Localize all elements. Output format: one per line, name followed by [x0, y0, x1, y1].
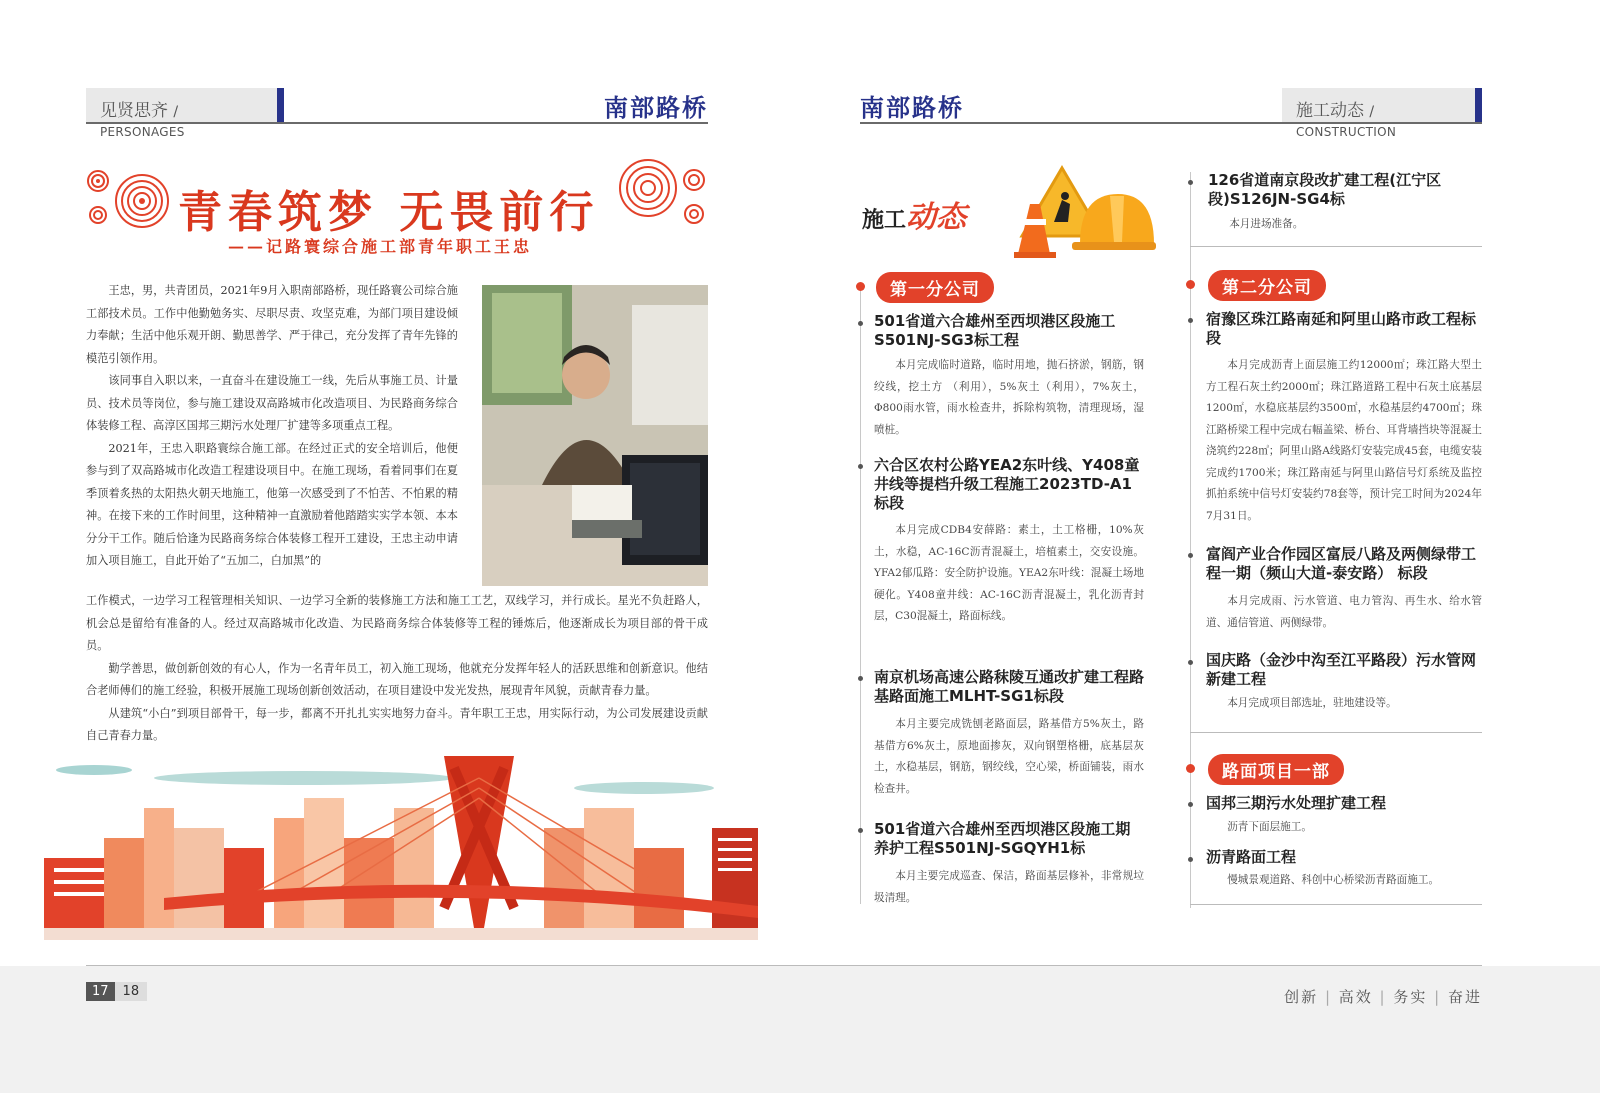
project-desc: 本月完成CDB4安薛路：素土，土工格栅，10%灰土，水稳，AC-16C沥青混凝土，培植素土，交安设施。YFA2郁瓜路：安全防护设施。YEA2东叶线：混凝土场地硬化。Y408童井线：AC-16C沥青混凝土，乳化沥青封层，C30混凝土，路面标线。: [874, 524, 1144, 622]
project-title: 沥青路面工程: [1206, 848, 1297, 866]
portrait-photo: [482, 285, 708, 586]
article-title: 青春筑梦 无畏前行: [178, 187, 600, 238]
decorative-circles-right: [614, 158, 708, 234]
article-body-bottom: [86, 590, 708, 748]
construction-sign-icon: [1010, 164, 1156, 264]
project-desc: 本月主要完成巡查、保洁，路面基层修补，非常规垃圾清理。: [874, 870, 1144, 904]
project-desc: 沥青下面层施工。: [1227, 821, 1312, 833]
bullet: [1188, 180, 1193, 185]
project-title: 六合区农村公路YEA2东叶线、Y408童井线等提档升级工程施工2023TD-A1标段: [874, 456, 1140, 512]
city-bridge-illustration: [44, 748, 758, 940]
bullet: [858, 828, 863, 833]
timeline-dot: [1186, 280, 1195, 289]
page-numbers: [86, 982, 147, 1001]
section-tab-construction: 施工动态 / CONSTRUCTION: [1282, 88, 1482, 123]
project-desc: 本月完成雨、污水管道、电力管沟、再生水、给水管道、通信管道、两侧绿带。: [1206, 595, 1482, 629]
bullet: [858, 676, 863, 681]
construction-banner: [862, 192, 966, 236]
paragraph: 王忠，男，共青团员，2021年9月入职南部路桥，现任路寰公司综合施工部技术员。工作中他勤勉务实、尽职尽责、攻坚克难，为部门项目建设倾力奉献；生活中他乐观开朗、勤思善学、严于律己，充分发挥了青年先锋的模范引领作用。: [86, 284, 458, 365]
section-tab-personages: 见贤思齐 / PERSONAGES: [86, 88, 284, 123]
slogan-word: 奋进: [1447, 988, 1482, 1006]
project-title: 501省道六合雄州至西坝港区段施工期养护工程S501NJ-SGQYH1标: [874, 820, 1131, 857]
project-title: 南京机场高速公路秣陵互通改扩建工程路基路面施工MLHT-SG1标段: [874, 668, 1145, 705]
project-title: 501省道六合雄州至西坝港区段施工S501NJ-SG3标工程: [874, 312, 1116, 349]
section-title-en: CONSTRUCTION: [1296, 125, 1397, 139]
article-body-top: [86, 280, 458, 573]
slogan-word: 务实: [1393, 988, 1428, 1006]
timeline-dot: [856, 282, 865, 291]
brand-logo-right: 南部路桥: [860, 93, 964, 122]
timeline-line-col1: [860, 284, 861, 904]
project-desc: 本月完成沥青上面层施工约12000㎡；珠江路大型土方工程石灰土约2000㎡；珠江路道路工程中石灰土底基层1200㎡，水稳底基层约3500㎡，水稳基层约4700㎡；珠江路桥梁工程中完成右幅盖梁、桥台、耳背墙挡块等混凝土浇筑约228㎥；阿里山路A线路灯安装完成45套，电缆安装完成约1700米；珠江路南延与阿里山路信号灯系统及监控抓拍系统中信号灯安装约78套等，预计完工时间为2024年7月31日。: [1206, 359, 1482, 522]
brand-logo-left: 南部路桥: [604, 93, 708, 122]
bullet: [1188, 553, 1193, 558]
header-rule-right: [860, 122, 1482, 124]
section-title-en: PERSONAGES: [100, 125, 185, 139]
bullet: [1188, 802, 1193, 807]
header-rule-left: [86, 122, 708, 124]
branch-heading-1: 第一分公司: [876, 272, 994, 303]
banner-text-a: 施工: [862, 207, 907, 233]
paragraph: 该同事自入职以来，一直奋斗在建设施工一线，先后从事施工员、计量员、技术员等岗位，参与施工建设双高路城市化改造项目、为民路商务综合体装修工程、高淳区国邦三期污水处理厂扩建等多项重点工程。: [86, 374, 458, 432]
divider: [1190, 732, 1482, 733]
timeline-dot: [1186, 764, 1195, 773]
article-subtitle: ——记路寰综合施工部青年职工王忠: [228, 237, 533, 256]
bullet: [1188, 660, 1193, 665]
project-desc: 本月完成临时道路，临时用地，抛石挤淤，钢筋，钢绞线，挖土方 （利用），5%灰土（利用），7%灰土，Φ800雨水管，雨水检查井，拆除构筑物，清理现场，湿喷桩。: [874, 359, 1144, 436]
slogan-word: 高效: [1338, 988, 1373, 1006]
bullet: [1188, 857, 1193, 862]
project-desc: 本月进场准备。: [1229, 218, 1304, 230]
page-number-left: 17: [86, 982, 115, 1001]
slogan-word: 创新: [1284, 988, 1319, 1006]
project-desc: 慢城景观道路、科创中心桥梁沥青路面施工。: [1227, 874, 1440, 886]
paragraph: 工作模式，一边学习工程管理相关知识、一边学习全新的装修施工方法和施工工艺，双线学习，并行成长。星光不负赶路人，机会总是留给有准备的人。经过双高路城市化改造、为民路商务综合体装修等工程的锤炼后，他逐渐成长为项目部的骨干成员。: [86, 594, 708, 652]
paragraph: 2021年，王忠入职路寰综合施工部。在经过正式的安全培训后，他便参与到了双高路城市化改造工程建设项目中。在施工现场，看着同事们在夏季顶着炙热的太阳热火朝天地施工，他第一次感受到了不怕苦、不怕累的精神。在接下来的工作时间里，这种精神一直激励着他踏踏实实学本领、本本分分干工作。随后恰逢为民路商务综合体装修工程开工建设，王忠主动申请加入项目施工，自此开始了“五加二，白加黑”的: [86, 441, 458, 567]
paragraph: 勤学善思，做创新创效的有心人，作为一名青年员工，初入施工现场，他就充分发挥年轻人的活跃思维和创新意识。他结合老师傅们的施工经验，积极开展施工现场创新创效活动，在项目建设中发光发热，展现青年风貌，贡献青春力量。: [86, 661, 708, 697]
divider: [1190, 246, 1482, 247]
bullet: [1188, 318, 1193, 323]
decorative-circles-left: [84, 168, 174, 238]
project-title: 宿豫区珠江路南延和阿里山路市政工程标段: [1206, 310, 1477, 347]
bullet: [858, 321, 863, 326]
section-title-cn: 施工动态: [1296, 101, 1364, 121]
footer-slogan: 创新 | 高效 | 务实 | 奋进: [1284, 988, 1482, 1006]
project-title: 国邦三期污水处理扩建工程: [1206, 794, 1387, 812]
branch-heading-2: 第二分公司: [1208, 270, 1326, 301]
branch-heading-3: 路面项目一部: [1208, 754, 1344, 785]
project-title: 国庆路（金沙中沟至江平路段）污水管网新建工程: [1206, 651, 1477, 688]
project-desc: 本月主要完成铣刨老路面层，路基借方5%灰土，路基借方6%灰土，原地面掺灰，双向钢塑格栅，底基层灰土，水稳基层，钢筋，钢绞线，空心梁，桥面铺装，雨水检查井。: [874, 718, 1144, 795]
paragraph: 从建筑“小白”到项目部骨干，每一步，都离不开扎扎实实地努力奋斗。青年职工王忠，用实际行动，为公司发展建设贡献自己青春力量。: [86, 706, 708, 742]
footer-rule: [86, 965, 1482, 966]
bullet: [858, 464, 863, 469]
project-desc: 本月完成项目部选址，驻地建设等。: [1227, 697, 1397, 709]
project-title: 126省道南京段改扩建工程(江宁区段)S126JN-SG4标: [1208, 171, 1442, 208]
banner-text-b: 动态: [906, 200, 967, 235]
section-title-cn: 见贤思齐: [100, 101, 168, 121]
divider: [1190, 904, 1482, 905]
page-number-right: 18: [115, 982, 148, 1001]
project-title: 富阎产业合作园区富辰八路及两侧绿带工程一期（频山大道-泰安路） 标段: [1206, 545, 1477, 582]
